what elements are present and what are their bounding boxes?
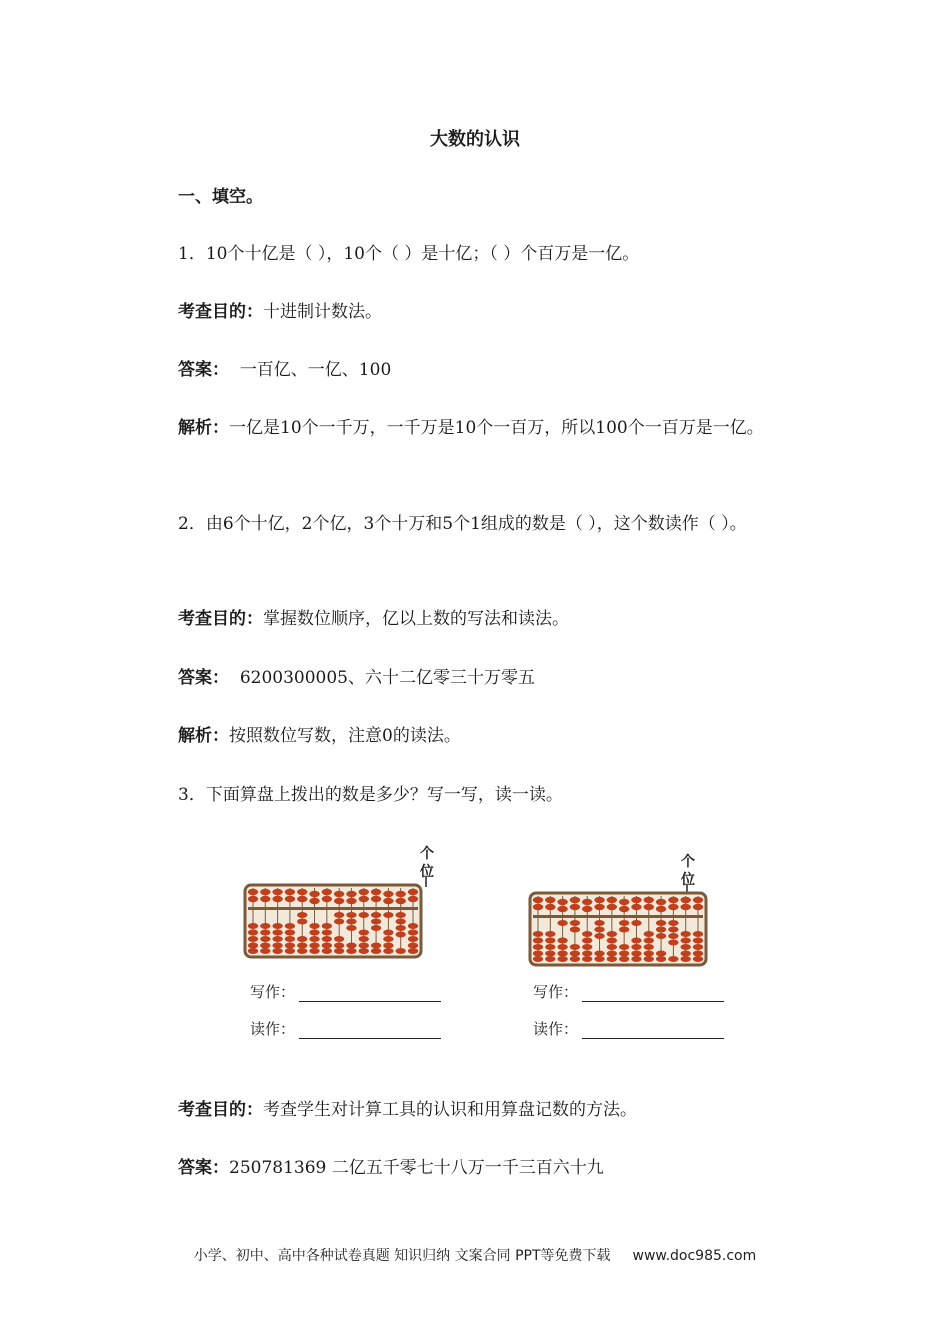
abacus-bead (408, 930, 418, 936)
abacus-bead (260, 896, 270, 902)
abacus-bead (359, 936, 369, 942)
abacus-bead (680, 897, 690, 903)
write-label: 写作： (250, 983, 296, 1001)
abacus-bead (248, 889, 258, 895)
abacus-bead (346, 898, 356, 904)
abacus-bead (272, 896, 282, 902)
abacus-bead (582, 938, 592, 944)
purpose-text: 掌握数位顺序，亿以上数的写法和读法。 (263, 609, 569, 629)
abacus-bead (334, 948, 344, 954)
abacus-bead (656, 956, 666, 962)
abacus-bead (668, 897, 678, 903)
abacus-bead (297, 912, 307, 918)
q2-answer (178, 664, 843, 692)
abacus-bead (693, 904, 703, 910)
abacus-bead (582, 944, 592, 950)
abacus-bead (285, 943, 295, 949)
q2-question: 2．由6个十亿，2个亿，3个十万和5个1组成的数是（ ），这个数读作（ ）。 (178, 514, 747, 534)
abacus-bead (656, 927, 666, 933)
abacus-bead (631, 956, 641, 962)
abacus-bead (285, 930, 295, 936)
abacus-bead (383, 898, 393, 904)
abacus-bead (631, 951, 641, 957)
read-line-left (250, 1018, 441, 1039)
abacus-bead (557, 920, 567, 926)
abacus-bead (371, 889, 381, 895)
abacus-bead (582, 951, 592, 957)
abacus-bead (668, 940, 678, 946)
abacus-bead (285, 889, 295, 895)
unit-label-char2: 位 (420, 864, 434, 880)
abacus-bead (346, 912, 356, 918)
write-line-left (250, 981, 441, 1002)
abacus-bead (297, 936, 307, 942)
answer-text: 6200300005、六十二亿零三十万零五 (239, 668, 535, 688)
abacus-bead (582, 906, 592, 912)
abacus-bead (334, 943, 344, 949)
page-footer (0, 1245, 950, 1265)
purpose-label: 考查目的： (178, 302, 263, 322)
abacus-bead (383, 930, 393, 936)
abacus-bead (346, 925, 356, 931)
abacus-bead (533, 904, 543, 910)
q3-question: 3．下面算盘上拨出的数是多少？写一写，读一读。 (178, 785, 563, 805)
purpose-label: 考查目的： (178, 1100, 263, 1120)
abacus-bead (656, 933, 666, 939)
abacus-bead (619, 927, 629, 933)
purpose-text: 考查学生对计算工具的认识和用算盘记数的方法。 (263, 1100, 637, 1120)
abacus-bead (395, 891, 405, 897)
abacus-bead (545, 951, 555, 957)
abacus-bead (334, 891, 344, 897)
abacus-bead (383, 948, 393, 954)
abacus-bead (582, 899, 592, 905)
abacus-bead (248, 896, 258, 902)
abacus-bead (594, 933, 604, 939)
write-label: 写作： (533, 983, 579, 1001)
abacus-bead (582, 956, 592, 962)
abacus-bead (644, 944, 654, 950)
abacus-bead (693, 951, 703, 957)
abacus-bead (272, 923, 282, 929)
abacus-bead (680, 938, 690, 944)
analysis-label: 解析： (178, 418, 229, 438)
abacus-bead (248, 936, 258, 942)
unit-label-char2: 位 (681, 872, 695, 888)
abacus-bead (644, 897, 654, 903)
abacus-bead (322, 948, 332, 954)
abacus-bead (322, 889, 332, 895)
abacus-bead (557, 951, 567, 957)
abacus-bead (309, 948, 319, 954)
abacus-bead (668, 956, 678, 962)
abacus-bead (545, 897, 555, 903)
q1-analysis (145, 414, 810, 442)
answer-label: 答案： (178, 668, 229, 688)
abacus-bead (260, 948, 270, 954)
abacus-bead (272, 936, 282, 942)
abacus-bead (359, 930, 369, 936)
abacus-bead (309, 930, 319, 936)
q3-answer (178, 1154, 843, 1182)
abacus-bead (619, 944, 629, 950)
abacus-bead (570, 951, 580, 957)
abacus-bead (631, 944, 641, 950)
abacus-bead (309, 923, 319, 929)
abacus-bead (644, 938, 654, 944)
abacus-bead (272, 943, 282, 949)
abacus-bead (408, 896, 418, 902)
abacus-bead (359, 889, 369, 895)
abacus-bead (297, 948, 307, 954)
abacus-bead (557, 938, 567, 944)
abacus-bead (383, 891, 393, 897)
abacus-bead (594, 951, 604, 957)
abacus-bead (693, 956, 703, 962)
abacus-bead (680, 944, 690, 950)
abacus-bead (395, 932, 405, 938)
read-blank[interactable] (582, 1022, 724, 1039)
footer-text: 小学、初中、高中各种试卷真题 知识归纳 文案合同 PPT等免费下载 (193, 1248, 611, 1264)
abacus-bead (607, 904, 617, 910)
write-blank[interactable] (299, 985, 441, 1002)
abacus-bead (545, 904, 555, 910)
abacus-bead (408, 943, 418, 949)
purpose-label: 考查目的： (178, 609, 263, 629)
abacus-bead (594, 904, 604, 910)
abacus-bead (408, 923, 418, 929)
purpose-text: 十进制计数法。 (263, 302, 382, 322)
q1-purpose (178, 298, 843, 326)
abacus-bead (631, 897, 641, 903)
abacus-bead (570, 944, 580, 950)
abacus-bead (533, 938, 543, 944)
abacus-beam (248, 907, 418, 910)
abacus-bead (260, 930, 270, 936)
abacus-bead (371, 943, 381, 949)
abacus-bead (570, 927, 580, 933)
abacus-bead (395, 912, 405, 918)
abacus-bead (693, 938, 703, 944)
abacus-bead (395, 925, 405, 931)
abacus-beam (533, 915, 703, 918)
abacus-bead (619, 906, 629, 912)
abacus-bead (285, 948, 295, 954)
abacus-bead (557, 956, 567, 962)
q1-question: 1．10个十亿是（ ），10个（ ）是十亿；（ ）个百万是一亿。 (178, 244, 640, 264)
abacus-bead (570, 920, 580, 926)
write-line-right (533, 981, 724, 1002)
abacus-bead (322, 930, 332, 936)
abacus-bead (272, 930, 282, 936)
abacus-bead (322, 896, 332, 902)
abacus-bead (607, 938, 617, 944)
abacus-bead (359, 912, 369, 918)
abacus-bead (297, 919, 307, 925)
abacus-bead (545, 938, 555, 944)
abacus-bead (285, 923, 295, 929)
abacus-bead (408, 948, 418, 954)
abacus-bead (668, 927, 678, 933)
abacus-bead (260, 923, 270, 929)
abacus-bead (322, 936, 332, 942)
abacus-bead (644, 904, 654, 910)
abacus-bead (309, 943, 319, 949)
abacus-bead (346, 919, 356, 925)
abacus-bead (371, 912, 381, 918)
abacus-bead (582, 931, 592, 937)
abacus-bead (570, 904, 580, 910)
read-label: 读作： (250, 1020, 296, 1038)
abacus-bead (346, 943, 356, 949)
abacus-bead (607, 944, 617, 950)
abacus-bead (668, 920, 678, 926)
abacus-bead (248, 930, 258, 936)
answer-text: 250781369 二亿五千零七十八万一千三百六十九 (229, 1158, 604, 1178)
abacus-bead (260, 943, 270, 949)
abacus-bead (395, 948, 405, 954)
abacus-bead (346, 891, 356, 897)
answer-text: 一百亿、一亿、100 (239, 360, 392, 380)
abacus-bead (371, 896, 381, 902)
abacus-bead (557, 906, 567, 912)
abacus-body (530, 893, 706, 965)
abacus-bead (570, 897, 580, 903)
abacus-bead (545, 956, 555, 962)
abacus-bead (680, 956, 690, 962)
abacus-bead (619, 920, 629, 926)
abacus-bead (644, 956, 654, 962)
abacus-bead (545, 931, 555, 937)
abacus-bead (272, 889, 282, 895)
abacus-bead (322, 923, 332, 929)
abacus-bead (680, 904, 690, 910)
abacus-bead (656, 951, 666, 957)
abacus-bead (297, 943, 307, 949)
read-label: 读作： (533, 1020, 579, 1038)
abacus-frame (245, 885, 421, 957)
abacus-bead (557, 899, 567, 905)
abacus-bead (680, 951, 690, 957)
abacus-bead (545, 944, 555, 950)
abacus-bead (619, 899, 629, 905)
abacus-bead (309, 898, 319, 904)
abacus-bead (656, 920, 666, 926)
abacus-bead (631, 938, 641, 944)
q3-purpose (178, 1096, 843, 1124)
abacus-bead (570, 956, 580, 962)
abacus-bead (297, 889, 307, 895)
abacus-bead (371, 925, 381, 931)
unit-label-char1: 个 (681, 854, 695, 870)
abacus-bead (631, 904, 641, 910)
abacus-bead (408, 889, 418, 895)
abacus-bead (383, 936, 393, 942)
abacus-bead (408, 936, 418, 942)
footer-url[interactable]: www.doc985.com (632, 1248, 757, 1264)
abacus-bead (607, 956, 617, 962)
analysis-text: 一亿是10个一千万，一千万是10个一百万，所以100个一百万是一亿。 (229, 418, 764, 438)
abacus-bead (395, 919, 405, 925)
abacus-bead (644, 951, 654, 957)
abacus-bead (309, 936, 319, 942)
abacus-bead (334, 936, 344, 942)
abacus-body (245, 885, 421, 957)
abacus-bead (607, 951, 617, 957)
abacus-bead (371, 919, 381, 925)
section-heading: 一、填空。 (178, 187, 263, 207)
abacus-bead (346, 948, 356, 954)
abacus-bead (594, 927, 604, 933)
abacus-bead (594, 956, 604, 962)
abacus-bead (248, 948, 258, 954)
read-blank[interactable] (299, 1022, 441, 1039)
analysis-text: 按照数位写数，注意0的读法。 (229, 726, 461, 746)
abacus-bead (656, 906, 666, 912)
abacus-bead (607, 897, 617, 903)
abacus-bead (260, 936, 270, 942)
abacus-bead (656, 899, 666, 905)
read-line-right (533, 1018, 724, 1039)
unit-label-char1: 个 (420, 846, 434, 862)
write-blank[interactable] (582, 985, 724, 1002)
abacus-bead (285, 936, 295, 942)
q1-answer (178, 356, 843, 384)
abacus-bead (594, 920, 604, 926)
abacus-bead (693, 897, 703, 903)
abacus-bead (619, 956, 629, 962)
abacus-bead (383, 912, 393, 918)
answer-label: 答案： (178, 1158, 229, 1178)
page-title: 大数的认识 (430, 129, 520, 150)
abacus-bead (260, 889, 270, 895)
abacus-bead (533, 897, 543, 903)
answer-label: 答案： (178, 360, 229, 380)
abacus-bead (607, 931, 617, 937)
abacus-bead (619, 951, 629, 957)
abacus-bead (334, 898, 344, 904)
abacus-left (240, 835, 470, 965)
abacus-bead (557, 944, 567, 950)
abacus-bead (359, 948, 369, 954)
abacus-bead (334, 912, 344, 918)
abacus-bead (631, 920, 641, 926)
abacus-bead (359, 896, 369, 902)
abacus-bead (644, 931, 654, 937)
abacus-bead (297, 896, 307, 902)
abacus-bead (533, 951, 543, 957)
abacus-bead (371, 948, 381, 954)
q2-purpose (178, 605, 843, 633)
abacus-bead (533, 944, 543, 950)
abacus-bead (309, 891, 319, 897)
abacus-bead (668, 933, 678, 939)
abacus-bead (272, 948, 282, 954)
abacus-bead (693, 931, 703, 937)
abacus-bead (383, 943, 393, 949)
abacus-bead (248, 923, 258, 929)
q2-analysis (178, 722, 843, 750)
abacus-bead (693, 944, 703, 950)
abacus-right (525, 843, 755, 973)
abacus-bead (594, 897, 604, 903)
abacus-bead (533, 931, 543, 937)
abacus-frame (530, 893, 706, 965)
analysis-label: 解析： (178, 726, 229, 746)
abacus-bead (680, 931, 690, 937)
abacus-bead (359, 943, 369, 949)
abacus-figure (240, 835, 760, 1045)
abacus-bead (285, 896, 295, 902)
abacus-bead (395, 898, 405, 904)
abacus-bead (248, 943, 258, 949)
abacus-bead (322, 943, 332, 949)
abacus-bead (334, 919, 344, 925)
abacus-bead (668, 904, 678, 910)
abacus-bead (533, 956, 543, 962)
